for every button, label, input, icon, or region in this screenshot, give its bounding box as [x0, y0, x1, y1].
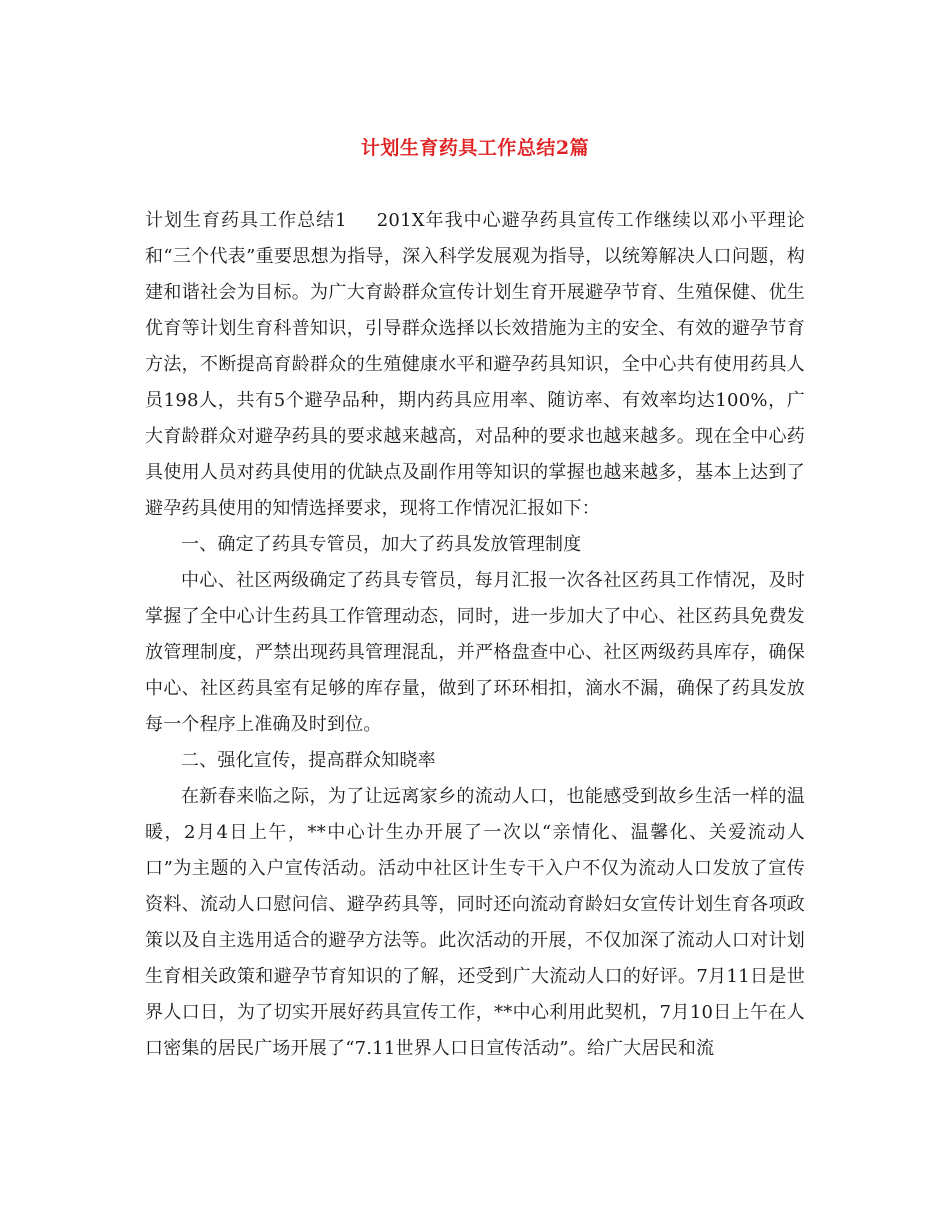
intro-label: 计划生育药具工作总结1	[145, 210, 347, 231]
section-paragraph-1: 中心、社区两级确定了药具专管员，每月汇报一次各社区药具工作情况，及时掌握了全中心计生药具工作管理动态，同时，进一步加大了中心、社区药具免费发放管理制度，严禁出现药具管理混乱，并严格盘查中心、社区两级药具库存，确保中心、社区药具室有足够的库存量，做到了环环相扣，滴水不漏，确保了药具发放每一个程序上准确及时到位。	[145, 570, 805, 735]
section-heading-2: 二、强化宣传，提高群众知晓率	[181, 750, 436, 771]
intro-paragraph	[145, 203, 805, 527]
section-paragraph-2: 在新春来临之际，为了让远离家乡的流动人口，也能感受到故乡生活一样的温暖，2月4日上午，**中心计生办开展了一次以“亲情化、温馨化、关爱流动人口”为主题的入户宣传活动。活动中社区计生专干入户不仅为流动人口发放了宣传资料、流动人口慰问信、避孕药具等，同时还向流动育龄妇女宣传计划生育各项政策以及自主选用适合的避孕方法等。此次活动的开展，不仅加深了流动人口对计划生育相关政策和避孕节育知识的了解，还受到广大流动人口的好评。7月11日是世界人口日，为了切实开展好药具宣传工作，**中心利用此契机，7月10日上午在人口密集的居民广场开展了“7.11世界人口日宣传活动”。给广大居民和流	[145, 786, 805, 1059]
section-heading-1: 一、确定了药具专管员，加大了药具发放管理制度	[181, 534, 582, 555]
document-body	[145, 203, 805, 1067]
intro-text: 201X年我中心避孕药具宣传工作继续以邓小平理论和“三个代表”重要思想为指导，深入科学发展观为指导，以统筹解决人口问题，构建和谐社会为目标。为广大育龄群众宣传计划生育开展避孕节育、生殖保健、优生优育等计划生育科普知识，引导群众选择以长效措施为主的安全、有效的避孕节育方法，不断提高育龄群众的生殖健康水平和避孕药具知识，全中心共有使用药具人员198人，共有5个避孕品种，期内药具应用率、随访率、有效率均达100%，广大育龄群众对避孕药具的要求越来越高，对品种的要求也越来越多。现在全中心药具使用人员对药具使用的优缺点及副作用等知识的掌握也越来越多，基本上达到了避孕药具使用的知情选择要求，现将工作情况汇报如下：	[145, 210, 805, 519]
document-title: 计划生育药具工作总结2篇	[360, 137, 590, 159]
